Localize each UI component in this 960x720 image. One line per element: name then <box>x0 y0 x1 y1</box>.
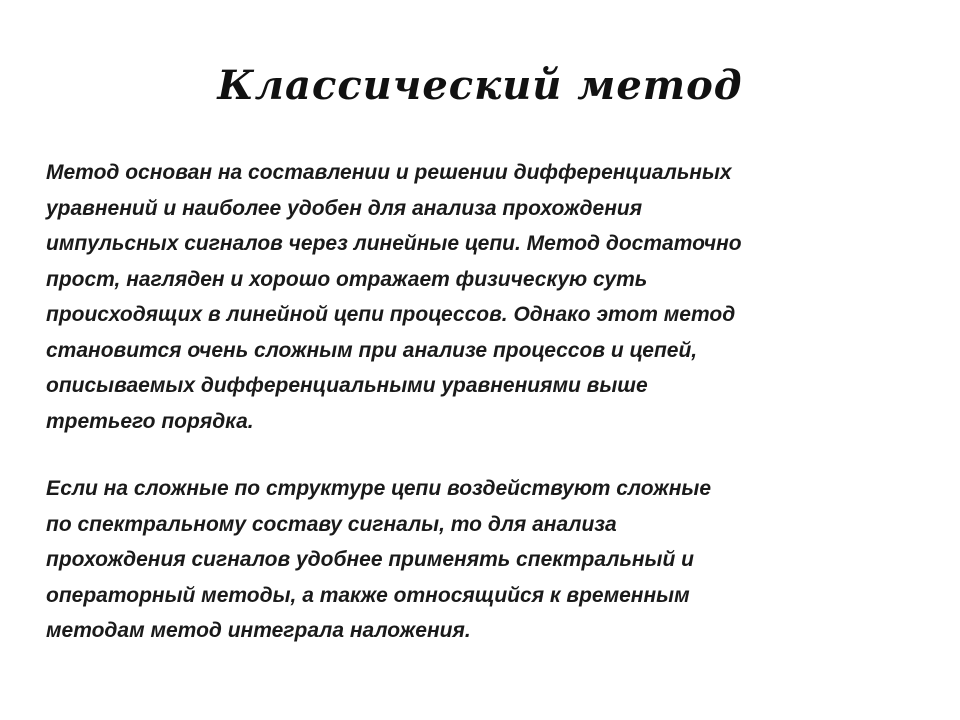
slide-title: Классический метод <box>217 62 743 109</box>
body-paragraph-1: Метод основан на составлении и решении дифференциальных уравнений и наиболее удобен для анализа прохождения импульсных сигналов через линейные цепи. Метод достаточно прост, нагляден и хорошо отражает физическую суть происходящих в линейной цепи процессов. Однако этот метод становится очень сложным при анализе процессов и цепей, описываемых дифференциальными уравнениями выше третьего порядка. <box>46 161 742 433</box>
body-paragraph-2: Если на сложные по структуре цепи воздействуют сложные по спектральному составу сигналы, то для анализа прохождения сигналов удобнее применять спектральный и операторный методы, а также относящийся к временным методам метод интеграла наложения. <box>46 477 712 642</box>
